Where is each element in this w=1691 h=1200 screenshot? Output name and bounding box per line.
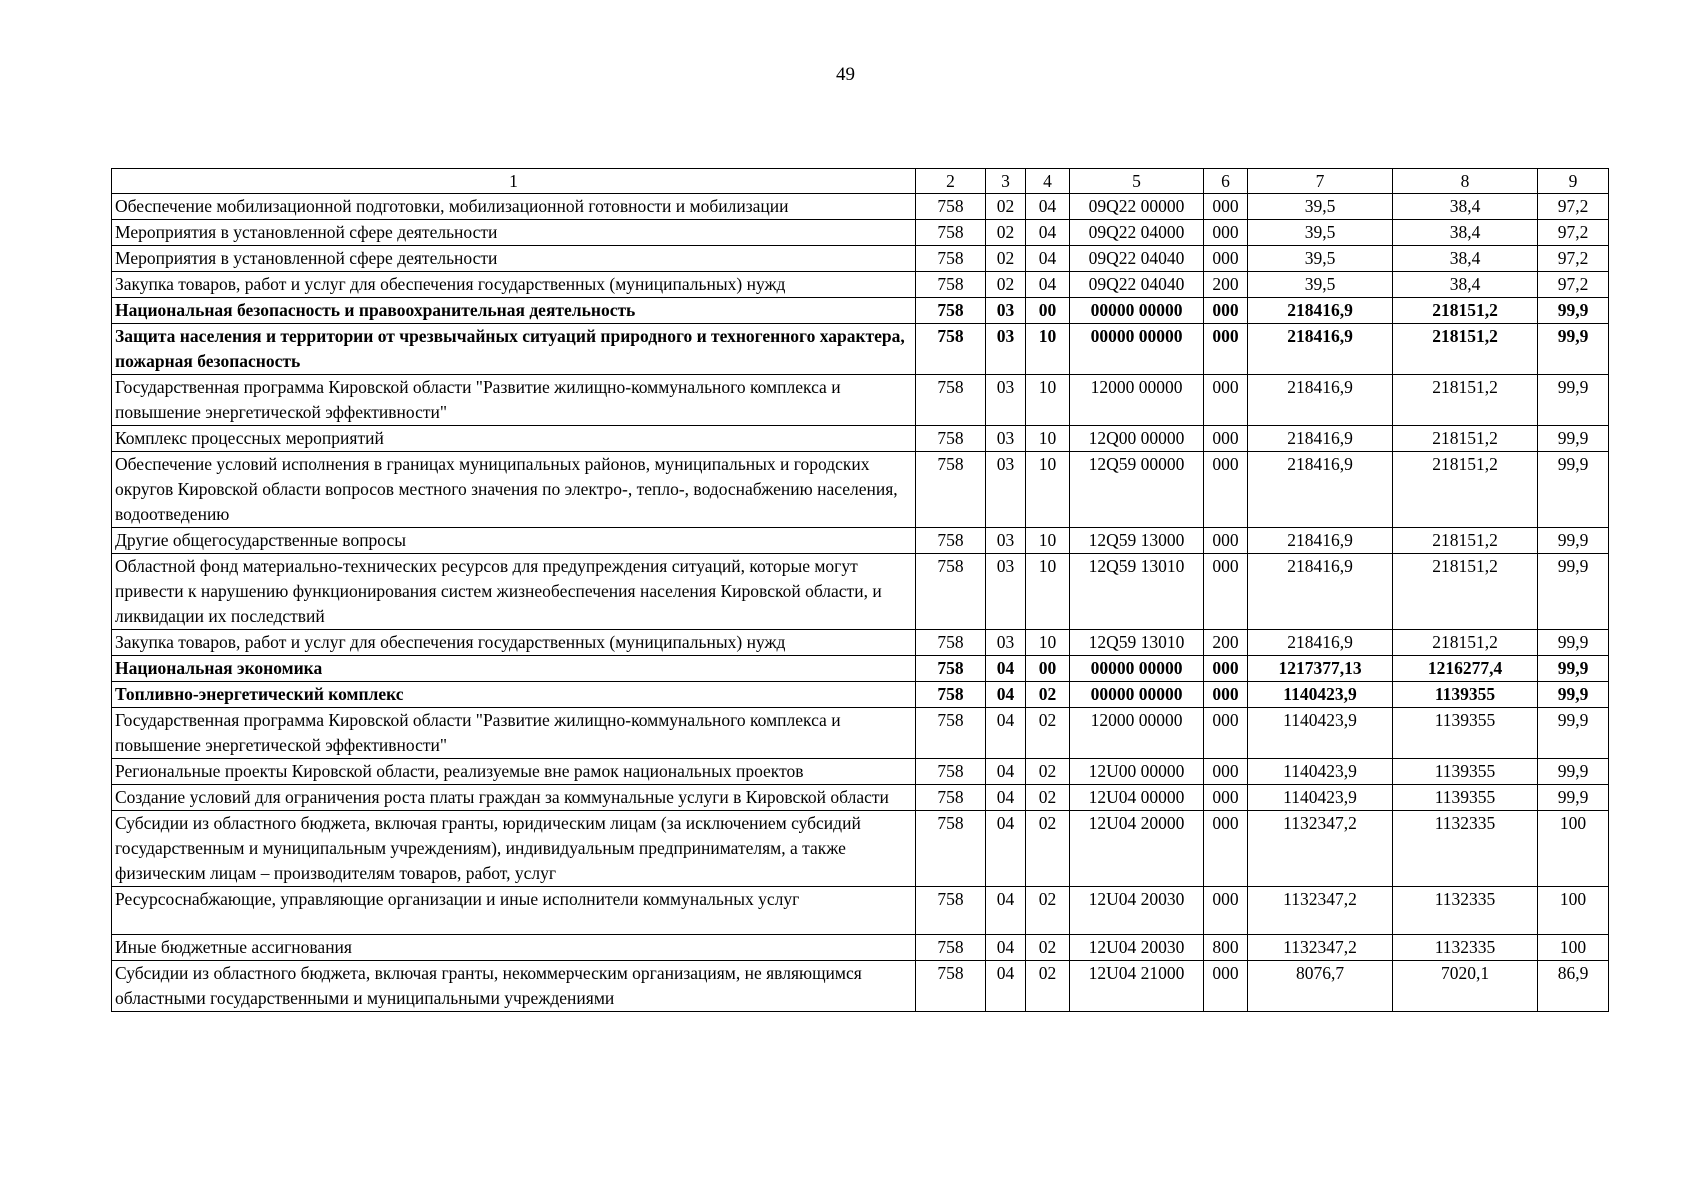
- row-fact-cell: 218151,2: [1393, 375, 1538, 426]
- row-plan-cell: 218416,9: [1248, 298, 1393, 324]
- row-subsection-cell: 02: [1026, 708, 1070, 759]
- row-target-article-cell: 12U04 00000: [1070, 785, 1204, 811]
- table-row: [112, 452, 1609, 528]
- row-subsection-cell: 02: [1026, 759, 1070, 785]
- row-name-cell: Создание условий для ограничения роста платы граждан за коммунальные услуги в Кировской области: [112, 785, 916, 811]
- row-plan-cell: 39,5: [1248, 220, 1393, 246]
- row-plan-cell: 1132347,2: [1248, 935, 1393, 961]
- row-section-cell: 04: [986, 811, 1026, 887]
- row-ved-cell: 758: [916, 708, 986, 759]
- row-fact-cell: 218151,2: [1393, 528, 1538, 554]
- row-expense-type-cell: 000: [1204, 375, 1248, 426]
- row-percent-cell: 99,9: [1538, 528, 1609, 554]
- row-name-cell: Обеспечение мобилизационной подготовки, мобилизационной готовности и мобилизации: [112, 194, 916, 220]
- row-expense-type-cell: 000: [1204, 811, 1248, 887]
- table-row: [112, 272, 1609, 298]
- table-row: [112, 811, 1609, 887]
- row-subsection-cell: 04: [1026, 272, 1070, 298]
- row-section-cell: 04: [986, 887, 1026, 935]
- header-cell: 8: [1393, 169, 1538, 194]
- row-target-article-cell: 12U04 20000: [1070, 811, 1204, 887]
- row-target-article-cell: 12U04 21000: [1070, 961, 1204, 1012]
- row-fact-cell: 7020,1: [1393, 961, 1538, 1012]
- row-percent-cell: 99,9: [1538, 375, 1609, 426]
- row-percent-cell: 99,9: [1538, 708, 1609, 759]
- row-target-article-cell: 12U04 20030: [1070, 887, 1204, 935]
- row-expense-type-cell: 000: [1204, 759, 1248, 785]
- row-percent-cell: 97,2: [1538, 194, 1609, 220]
- row-ved-cell: 758: [916, 785, 986, 811]
- row-expense-type-cell: 000: [1204, 220, 1248, 246]
- row-percent-cell: 99,9: [1538, 554, 1609, 630]
- row-target-article-cell: 12Q59 13000: [1070, 528, 1204, 554]
- row-percent-cell: 97,2: [1538, 220, 1609, 246]
- table-row: [112, 630, 1609, 656]
- row-subsection-cell: 02: [1026, 682, 1070, 708]
- row-fact-cell: 218151,2: [1393, 298, 1538, 324]
- row-fact-cell: 1216277,4: [1393, 656, 1538, 682]
- table-body: [112, 194, 1609, 1012]
- row-expense-type-cell: 000: [1204, 324, 1248, 375]
- row-section-cell: 03: [986, 298, 1026, 324]
- row-name-cell: Ресурсоснабжающие, управляющие организации и иные исполнители коммунальных услуг: [112, 887, 916, 935]
- row-section-cell: 04: [986, 708, 1026, 759]
- row-section-cell: 03: [986, 452, 1026, 528]
- header-cell: 2: [916, 169, 986, 194]
- row-percent-cell: 97,2: [1538, 246, 1609, 272]
- table-row: [112, 759, 1609, 785]
- row-target-article-cell: 00000 00000: [1070, 298, 1204, 324]
- table-row: [112, 194, 1609, 220]
- row-subsection-cell: 04: [1026, 220, 1070, 246]
- row-section-cell: 03: [986, 375, 1026, 426]
- row-target-article-cell: 09Q22 00000: [1070, 194, 1204, 220]
- row-section-cell: 03: [986, 426, 1026, 452]
- table-row: [112, 324, 1609, 375]
- row-plan-cell: 218416,9: [1248, 324, 1393, 375]
- row-subsection-cell: 10: [1026, 426, 1070, 452]
- row-name-cell: Иные бюджетные ассигнования: [112, 935, 916, 961]
- row-name-cell: Субсидии из областного бюджета, включая гранты, юридическим лицам (за исключением субсидий государственным и муниципальным учреждениям), индивидуальным предпринимателям, а также физическим лицам – производителям товаров, работ, услуг: [112, 811, 916, 887]
- row-ved-cell: 758: [916, 272, 986, 298]
- row-expense-type-cell: 000: [1204, 785, 1248, 811]
- row-plan-cell: 8076,7: [1248, 961, 1393, 1012]
- row-fact-cell: 1139355: [1393, 785, 1538, 811]
- header-cell: 5: [1070, 169, 1204, 194]
- row-expense-type-cell: 000: [1204, 246, 1248, 272]
- row-percent-cell: 99,9: [1538, 682, 1609, 708]
- table-row: [112, 682, 1609, 708]
- table-header: [112, 169, 1609, 194]
- row-name-cell: Обеспечение условий исполнения в границах муниципальных районов, муниципальных и городских округов Кировской области вопросов местного значения по электро-, тепло-, водоснабжению населения, водоотведению: [112, 452, 916, 528]
- row-plan-cell: 39,5: [1248, 272, 1393, 298]
- row-ved-cell: 758: [916, 682, 986, 708]
- row-plan-cell: 1132347,2: [1248, 811, 1393, 887]
- row-name-cell: Мероприятия в установленной сфере деятельности: [112, 246, 916, 272]
- row-subsection-cell: 10: [1026, 324, 1070, 375]
- row-percent-cell: 99,9: [1538, 630, 1609, 656]
- row-percent-cell: 99,9: [1538, 656, 1609, 682]
- row-subsection-cell: 00: [1026, 298, 1070, 324]
- row-fact-cell: 38,4: [1393, 246, 1538, 272]
- row-section-cell: 04: [986, 682, 1026, 708]
- row-subsection-cell: 10: [1026, 452, 1070, 528]
- table-row: [112, 426, 1609, 452]
- row-ved-cell: 758: [916, 426, 986, 452]
- row-expense-type-cell: 000: [1204, 887, 1248, 935]
- row-expense-type-cell: 200: [1204, 272, 1248, 298]
- row-plan-cell: 1140423,9: [1248, 708, 1393, 759]
- table-row: [112, 246, 1609, 272]
- row-section-cell: 03: [986, 630, 1026, 656]
- row-target-article-cell: 09Q22 04040: [1070, 272, 1204, 298]
- row-name-cell: Региональные проекты Кировской области, реализуемые вне рамок национальных проектов: [112, 759, 916, 785]
- table-row: [112, 375, 1609, 426]
- row-subsection-cell: 04: [1026, 246, 1070, 272]
- row-fact-cell: 1132335: [1393, 887, 1538, 935]
- row-target-article-cell: 12U00 00000: [1070, 759, 1204, 785]
- row-plan-cell: 39,5: [1248, 194, 1393, 220]
- row-ved-cell: 758: [916, 935, 986, 961]
- row-fact-cell: 1132335: [1393, 935, 1538, 961]
- row-section-cell: 03: [986, 528, 1026, 554]
- table-row: [112, 656, 1609, 682]
- row-target-article-cell: 00000 00000: [1070, 324, 1204, 375]
- row-section-cell: 04: [986, 656, 1026, 682]
- row-section-cell: 04: [986, 935, 1026, 961]
- row-name-cell: Субсидии из областного бюджета, включая гранты, некоммерческим организациям, не являющимся областными государственными и муниципальными учреждениями: [112, 961, 916, 1012]
- row-plan-cell: 1140423,9: [1248, 759, 1393, 785]
- table-row: [112, 935, 1609, 961]
- header-cell: 3: [986, 169, 1026, 194]
- row-name-cell: Национальная экономика: [112, 656, 916, 682]
- row-expense-type-cell: 800: [1204, 935, 1248, 961]
- row-target-article-cell: 12Q59 00000: [1070, 452, 1204, 528]
- row-subsection-cell: 10: [1026, 528, 1070, 554]
- row-subsection-cell: 02: [1026, 887, 1070, 935]
- row-expense-type-cell: 000: [1204, 708, 1248, 759]
- row-name-cell: Другие общегосударственные вопросы: [112, 528, 916, 554]
- row-percent-cell: 99,9: [1538, 785, 1609, 811]
- row-fact-cell: 38,4: [1393, 272, 1538, 298]
- row-target-article-cell: 00000 00000: [1070, 682, 1204, 708]
- row-section-cell: 02: [986, 272, 1026, 298]
- row-percent-cell: 99,9: [1538, 759, 1609, 785]
- row-plan-cell: 1132347,2: [1248, 887, 1393, 935]
- row-section-cell: 02: [986, 246, 1026, 272]
- row-ved-cell: 758: [916, 375, 986, 426]
- row-target-article-cell: 09Q22 04040: [1070, 246, 1204, 272]
- row-percent-cell: 99,9: [1538, 324, 1609, 375]
- row-ved-cell: 758: [916, 759, 986, 785]
- row-ved-cell: 758: [916, 324, 986, 375]
- row-name-cell: Государственная программа Кировской области "Развитие жилищно-коммунального комплекса и повышение энергетической эффективности": [112, 708, 916, 759]
- row-expense-type-cell: 000: [1204, 554, 1248, 630]
- row-fact-cell: 218151,2: [1393, 630, 1538, 656]
- table-row: [112, 785, 1609, 811]
- row-fact-cell: 1139355: [1393, 759, 1538, 785]
- row-section-cell: 03: [986, 554, 1026, 630]
- row-ved-cell: 758: [916, 194, 986, 220]
- row-ved-cell: 758: [916, 656, 986, 682]
- row-subsection-cell: 10: [1026, 554, 1070, 630]
- header-cell: 1: [112, 169, 916, 194]
- row-plan-cell: 218416,9: [1248, 452, 1393, 528]
- table-row: [112, 887, 1609, 935]
- row-subsection-cell: 04: [1026, 194, 1070, 220]
- row-fact-cell: 218151,2: [1393, 324, 1538, 375]
- row-subsection-cell: 02: [1026, 935, 1070, 961]
- row-subsection-cell: 02: [1026, 785, 1070, 811]
- row-expense-type-cell: 000: [1204, 426, 1248, 452]
- row-name-cell: Государственная программа Кировской области "Развитие жилищно-коммунального комплекса и повышение энергетической эффективности": [112, 375, 916, 426]
- row-subsection-cell: 00: [1026, 656, 1070, 682]
- row-subsection-cell: 10: [1026, 375, 1070, 426]
- row-plan-cell: 218416,9: [1248, 375, 1393, 426]
- row-target-article-cell: 12000 00000: [1070, 708, 1204, 759]
- row-section-cell: 04: [986, 785, 1026, 811]
- table-row: [112, 708, 1609, 759]
- header-row: [112, 169, 1609, 194]
- row-plan-cell: 1217377,13: [1248, 656, 1393, 682]
- row-fact-cell: 38,4: [1393, 194, 1538, 220]
- row-subsection-cell: 02: [1026, 961, 1070, 1012]
- row-fact-cell: 38,4: [1393, 220, 1538, 246]
- row-ved-cell: 758: [916, 298, 986, 324]
- row-name-cell: Защита населения и территории от чрезвычайных ситуаций природного и техногенного характера, пожарная безопасность: [112, 324, 916, 375]
- row-target-article-cell: 12Q00 00000: [1070, 426, 1204, 452]
- row-ved-cell: 758: [916, 811, 986, 887]
- row-name-cell: Мероприятия в установленной сфере деятельности: [112, 220, 916, 246]
- row-plan-cell: 218416,9: [1248, 630, 1393, 656]
- row-fact-cell: 1139355: [1393, 682, 1538, 708]
- row-percent-cell: 99,9: [1538, 298, 1609, 324]
- row-expense-type-cell: 000: [1204, 656, 1248, 682]
- row-percent-cell: 97,2: [1538, 272, 1609, 298]
- row-name-cell: Национальная безопасность и правоохранительная деятельность: [112, 298, 916, 324]
- table-row: [112, 298, 1609, 324]
- row-percent-cell: 100: [1538, 935, 1609, 961]
- row-plan-cell: 218416,9: [1248, 554, 1393, 630]
- row-expense-type-cell: 200: [1204, 630, 1248, 656]
- table-row: [112, 961, 1609, 1012]
- budget-table: [111, 168, 1609, 1012]
- table-row: [112, 220, 1609, 246]
- row-section-cell: 02: [986, 220, 1026, 246]
- row-expense-type-cell: 000: [1204, 961, 1248, 1012]
- row-plan-cell: 218416,9: [1248, 426, 1393, 452]
- row-fact-cell: 1132335: [1393, 811, 1538, 887]
- row-percent-cell: 86,9: [1538, 961, 1609, 1012]
- row-plan-cell: 1140423,9: [1248, 785, 1393, 811]
- row-percent-cell: 99,9: [1538, 426, 1609, 452]
- row-section-cell: 04: [986, 759, 1026, 785]
- row-ved-cell: 758: [916, 554, 986, 630]
- row-plan-cell: 1140423,9: [1248, 682, 1393, 708]
- row-target-article-cell: 12Q59 13010: [1070, 554, 1204, 630]
- table-row: [112, 528, 1609, 554]
- row-name-cell: Топливно-энергетический комплекс: [112, 682, 916, 708]
- row-expense-type-cell: 000: [1204, 194, 1248, 220]
- row-target-article-cell: 12000 00000: [1070, 375, 1204, 426]
- row-expense-type-cell: 000: [1204, 452, 1248, 528]
- row-fact-cell: 218151,2: [1393, 554, 1538, 630]
- row-subsection-cell: 02: [1026, 811, 1070, 887]
- row-plan-cell: 218416,9: [1248, 528, 1393, 554]
- row-ved-cell: 758: [916, 246, 986, 272]
- row-percent-cell: 100: [1538, 811, 1609, 887]
- row-target-article-cell: 12Q59 13010: [1070, 630, 1204, 656]
- row-name-cell: Закупка товаров, работ и услуг для обеспечения государственных (муниципальных) нужд: [112, 272, 916, 298]
- row-percent-cell: 99,9: [1538, 452, 1609, 528]
- row-expense-type-cell: 000: [1204, 298, 1248, 324]
- row-fact-cell: 218151,2: [1393, 452, 1538, 528]
- row-fact-cell: 218151,2: [1393, 426, 1538, 452]
- header-cell: 7: [1248, 169, 1393, 194]
- row-name-cell: Комплекс процессных мероприятий: [112, 426, 916, 452]
- row-target-article-cell: 12U04 20030: [1070, 935, 1204, 961]
- row-target-article-cell: 00000 00000: [1070, 656, 1204, 682]
- row-expense-type-cell: 000: [1204, 528, 1248, 554]
- row-ved-cell: 758: [916, 630, 986, 656]
- row-section-cell: 03: [986, 324, 1026, 375]
- row-ved-cell: 758: [916, 220, 986, 246]
- row-percent-cell: 100: [1538, 887, 1609, 935]
- row-subsection-cell: 10: [1026, 630, 1070, 656]
- row-section-cell: 04: [986, 961, 1026, 1012]
- row-expense-type-cell: 000: [1204, 682, 1248, 708]
- row-section-cell: 02: [986, 194, 1026, 220]
- row-ved-cell: 758: [916, 961, 986, 1012]
- row-plan-cell: 39,5: [1248, 246, 1393, 272]
- header-cell: 4: [1026, 169, 1070, 194]
- header-cell: 9: [1538, 169, 1609, 194]
- header-cell: 6: [1204, 169, 1248, 194]
- row-fact-cell: 1139355: [1393, 708, 1538, 759]
- row-target-article-cell: 09Q22 04000: [1070, 220, 1204, 246]
- row-ved-cell: 758: [916, 887, 986, 935]
- row-name-cell: Закупка товаров, работ и услуг для обеспечения государственных (муниципальных) нужд: [112, 630, 916, 656]
- page-number: 49: [836, 64, 855, 85]
- row-ved-cell: 758: [916, 528, 986, 554]
- row-ved-cell: 758: [916, 452, 986, 528]
- row-name-cell: Областной фонд материально-технических ресурсов для предупреждения ситуаций, которые могут привести к нарушению функционирования систем жизнеобеспечения населения Кировской области, и ликвидации их последствий: [112, 554, 916, 630]
- table-row: [112, 554, 1609, 630]
